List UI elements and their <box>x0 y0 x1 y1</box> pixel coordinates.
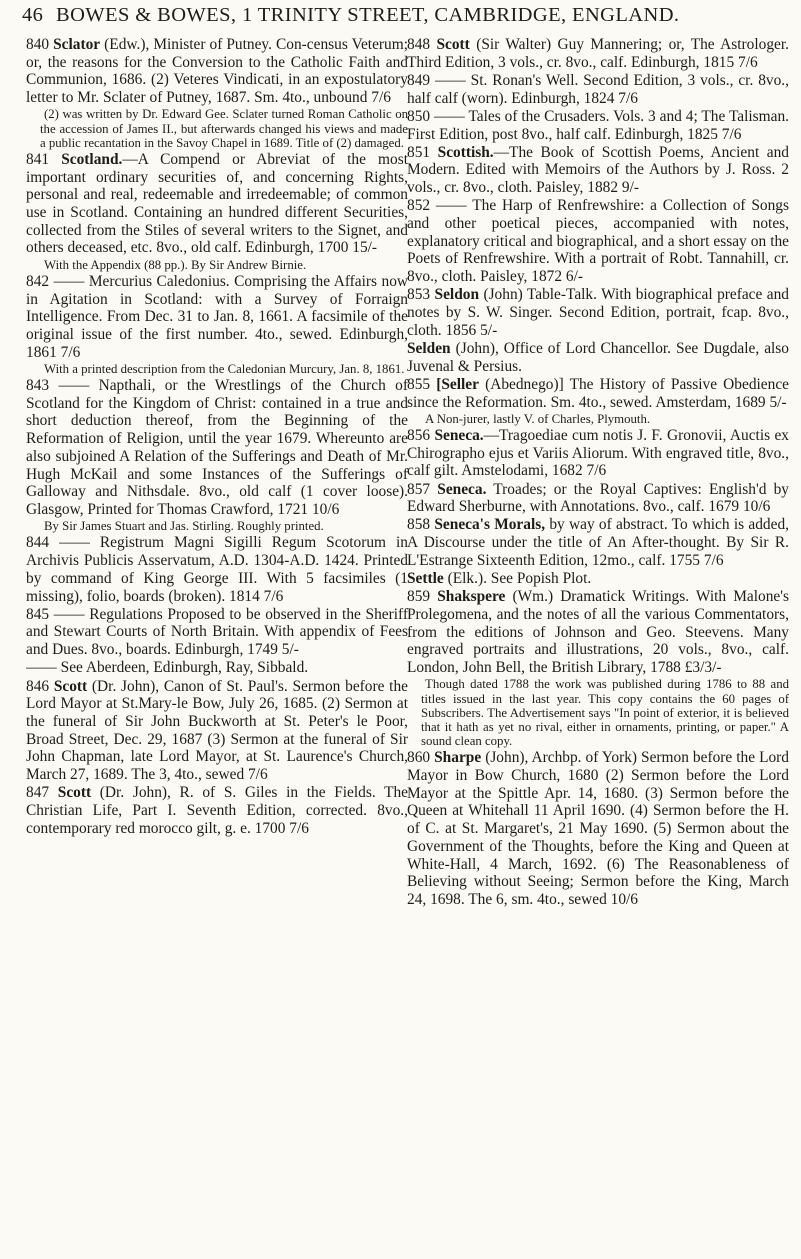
entry-number: 847 <box>26 784 50 802</box>
page-running-title: BOWES & BOWES, 1 TRINITY STREET, CAMBRIDGE, ENGLAND. <box>56 4 680 26</box>
catalogue-entry <box>26 534 408 605</box>
catalogue-entry <box>407 72 789 107</box>
catalogue-note: (2) was written by Dr. Edward Gee. Sclater turned Roman Catholic on the accession of James II., but afterwards changed his views and made a public recantation in the Savoy Chapel in 1689. Title of (2) damaged. <box>40 107 408 150</box>
entry-number: 860 <box>407 749 431 767</box>
entry-author: Seldon <box>434 286 480 304</box>
catalogue-entry <box>407 36 789 71</box>
entry-description: —Tragoediae cum notis J. F. Gronovii, Auctis ex Chirographo ejus et Variis Aliorum. With engraved title, 8vo., calf gilt. Amstelodami, 1682 7/6 <box>407 426 789 480</box>
entry-number: 849 <box>407 71 431 89</box>
page-number: 46 <box>22 4 44 26</box>
entry-author: Selden <box>407 339 451 357</box>
entry-description: —— Napthali, or the Wrestlings of the Church of Scotland for the Kingdom of Christ: contained in a true and short deduction thereof, from the Beginning of the Reformation of Religion, until the year 1679. Whereunto are also subjoined A Relation of the Sufferings and Death of Mr. Hugh McKail and some Instances of the Sufferings of Galloway and Nithsdale. 8vo., old calf (1 cover loose). Glasgow, Printed for Thomas Crawford, 1721 10/6 <box>26 377 408 518</box>
entry-number: 844 <box>26 534 50 552</box>
catalogue-entry <box>26 659 408 677</box>
entry-author: Scott <box>436 36 470 53</box>
entry-description: Troades; or the Royal Captives: English'd by Edward Sherburne, with Annotations. 8vo., calf. 1679 10/6 <box>407 480 789 516</box>
entry-description: —— Tales of the Crusaders. Vols. 3 and 4; The Talisman. First Edition, post 8vo., half calf. Edinburgh, 1825 7/6 <box>407 107 789 143</box>
catalogue-note: With a printed description from the Caledonian Murcury, Jan. 8, 1861. <box>44 361 405 376</box>
catalogue-entry <box>407 588 789 677</box>
entry-description: —— Mercurius Caledonius. Comprising the Affairs now in Agitation in Scotland: with a Survey of Forraign Intelligence. From Dec. 31 to Jan. 8, 1661. A facsimile of the original issue of the first number. 4to., sewed. Edinburgh, 1861 7/6 <box>26 272 408 361</box>
catalogue-entry <box>26 36 408 107</box>
entry-description: —— St. Ronan's Well. Second Edition, 3 vols., cr. 8vo., half calf (worn). Edinburgh, 1824 7/6 <box>407 71 789 107</box>
catalogue-note: By Sir James Stuart and Jas. Stirling. Roughly printed. <box>44 519 324 534</box>
entry-author: [Seller <box>436 375 479 393</box>
catalogue-note: Though dated 1788 the work was published during 1786 to 88 and titles issued in the last year. This copy contains the 60 pages of Subscribers. The Advertisement says "In point of exterior, it is believed that it hath as yet no rival, either in ornaments, printing, or paper." A sound clean copy. <box>421 677 789 749</box>
entry-number: 856 <box>407 426 431 444</box>
entry-description: —— Regulations Proposed to be observed in the Sheriff and Stewart Courts of North Britain. With appendix of Fees and Dues. 8vo., boards. Edinburgh, 1749 5/- <box>26 605 408 659</box>
catalogue-entry <box>407 516 789 569</box>
entry-author: Sharpe <box>434 749 482 767</box>
entry-number: 841 <box>26 150 50 168</box>
entry-description: (Dr. John), Canon of St. Paul's. Sermon before the Lord Mayor at St.Mary-le Bow, July 26, 1685. (2) Sermon at the funeral of Sir John Buckworth at St. Peter's le Poor, Broad Street, Dec. 29, 1687 (3) Sermon at the funeral of Sir John Chapman, late Lord Mayor, at St. Laurence's Church, March 27, 1689. The 3, 4to., sewed 7/6 <box>26 677 408 784</box>
entry-number: 858 <box>407 516 431 534</box>
entry-description: (Wm.) Dramatick Writings. With Malone's Prolegomena, and the notes of all the various Commentators, from the editions of Johnson and Geo. Steevens. Many engraved portraits and illustrations, 20 vols., 8vo., calf. London, John Bell, the British Library, 1788 £3/3/- <box>407 588 789 677</box>
entry-number: 859 <box>407 588 431 606</box>
right-column <box>407 36 789 1255</box>
entry-description: (Edw.), Minister of Putney. Con-census Veterum; or, the reasons for the Conversion to the Catholic Faith and Communion, 1686. (2) Veteres Vindicati, in an expostulatory letter to Mr. Sclater of Putney, 1687. Sm. 4to., unbound 7/6 <box>26 36 408 107</box>
entry-description: —— See Aberdeen, Edinburgh, Ray, Sibbald. <box>26 659 309 677</box>
catalogue-entry <box>407 108 789 143</box>
catalogue-entry <box>407 481 789 516</box>
entry-number: 842 <box>26 272 50 290</box>
entry-description: by way of abstract. To which is added, A Discourse under the title of An After-thought. By Sir R. L'Estrange Sixteenth Edition, 12mo., calf. 1755 7/6 <box>407 516 789 569</box>
catalogue-entry <box>26 377 408 519</box>
entry-author: Shakspere <box>437 588 506 606</box>
entry-author: Seneca. <box>434 426 484 444</box>
entry-author: Scotland. <box>61 150 123 168</box>
entry-number: 850 <box>407 107 431 125</box>
entry-number: 840 <box>26 36 50 53</box>
entry-description: (Sir Walter) Guy Mannering; or, The Astrologer. Third Edition, 3 vols., cr. 8vo., calf. Edinburgh, 1815 7/6 <box>407 36 789 71</box>
entry-number: 855 <box>407 375 431 393</box>
catalogue-note: A Non-jurer, lastly V. of Charles, Plymouth. <box>425 411 651 426</box>
entry-author: Scott <box>53 677 88 695</box>
catalogue-note: With the Appendix (88 pp.). By Sir Andrew Birnie. <box>44 257 307 272</box>
entry-number: 852 <box>407 197 431 215</box>
catalogue-entry <box>407 197 789 286</box>
entry-author: Sclator <box>53 36 101 53</box>
entry-number: 851 <box>407 143 431 161</box>
catalogue-entry <box>407 340 789 375</box>
catalogue-entry <box>407 749 789 908</box>
catalogue-entry <box>26 273 408 362</box>
entry-description: —The Book of Scottish Poems, Ancient and Modern. Edited with Memoirs of the Authors by J. Ross. 2 vols., cr. 8vo., cloth. Paisley, 1882 9/- <box>407 143 789 197</box>
left-column <box>26 36 408 1255</box>
entry-number: 845 <box>26 605 50 623</box>
entry-author: Seneca. <box>437 480 487 498</box>
catalogue-entry <box>26 151 408 257</box>
catalogue-entry <box>407 570 789 588</box>
catalogue-entry <box>407 427 789 480</box>
entry-description: (John), Office of Lord Chancellor. See Dugdale, also Juvenal & Persius. <box>407 339 789 375</box>
entry-author: Scottish. <box>437 143 494 161</box>
entry-description: (Dr. John), R. of S. Giles in the Fields. The Christian Life, Part I. Seventh Edition, corrected. 8vo., contemporary red morocco gilt, g. e. 1700 7/6 <box>26 784 408 837</box>
catalogue-entry <box>26 606 408 659</box>
catalogue-entry <box>407 144 789 197</box>
entry-author: Settle <box>407 570 444 588</box>
catalogue-entry <box>26 784 408 837</box>
entry-number: 843 <box>26 377 50 395</box>
entry-description: —— The Harp of Renfrewshire: a Collection of Songs and other poetical pieces, accompanied with notes, explanatory critical and biographical, and a short essay on the Poets of Renfrewshire. With a portrait of Robt. Tannahill, cr. 8vo., cloth. Paisley, 1872 6/- <box>407 197 789 286</box>
entry-number: 857 <box>407 480 431 498</box>
entry-description: —— Registrum Magni Sigilli Regum Scotorum in Archivis Publicis Asservatum, A.D. 1304-A.D. 1424. Printed by command of King George III. With 5 facsimiles (1 missing), folio, boards (broken). 1814 7/6 <box>26 534 408 605</box>
catalogue-entry <box>26 678 408 784</box>
entry-description: (Abednego)] The History of Passive Obedience since the Reformation. Sm. 4to., sewed. Amsterdam, 1689 5/- <box>407 375 789 411</box>
entry-author: Seneca's Morals, <box>434 516 546 534</box>
entry-number: 846 <box>26 677 50 695</box>
entry-author: Scott <box>57 784 92 802</box>
entry-number: 848 <box>407 36 431 53</box>
catalogue-entry <box>407 286 789 339</box>
catalogue-entry <box>407 376 789 411</box>
entry-description: (Elk.). See Popish Plot. <box>443 570 592 588</box>
page-header <box>22 4 789 32</box>
entry-description: —A Compend or Abreviat of the most important ordinary securities of, and concerning Rights, personal and real, redeemable and irredeemable; of common use in Scotland. Containing an hundred different Securities, collected from the Stiles of several writers to the Signet, and others deceased, etc. 8vo., old calf. Edinburgh, 1700 15/- <box>26 150 408 257</box>
entry-description: (John) Table-Talk. With biographical preface and notes by S. W. Singer. Second Edition, portrait, fcap. 8vo., cloth. 1856 5/- <box>407 286 789 339</box>
entry-description: (John), Archbp. of York) Sermon before the Lord Mayor in Bow Church, 1680 (2) Sermon before the Lord Mayor at the Spittle Apr. 14, 1680. (3) Sermon before the Queen at Whitehall 11 April 1690. (4) Sermon before the H. of C. at St. Margaret's, 21 May 1690. (5) Sermon about the Government of the Thoughts, before the King and Queen at White-Hall, 4 March, 1692. (6) The Reasonableness of Believing without Seeing; Sermon before the King, March 24, 1698. The 6, sm. 4to., sewed 10/6 <box>407 749 789 908</box>
entry-number: 853 <box>407 286 431 304</box>
